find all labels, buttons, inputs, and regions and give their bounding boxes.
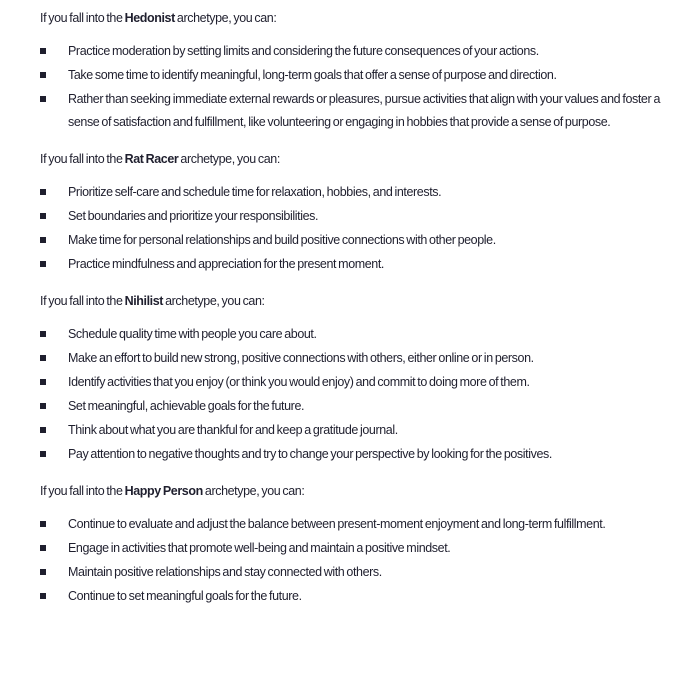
heading-suffix: archetype, you can: (174, 11, 277, 25)
bullet-square-icon (40, 593, 46, 599)
section-heading (40, 9, 660, 28)
heading-suffix: archetype, you can: (178, 152, 280, 166)
bullet-marker (40, 323, 68, 337)
list-item (40, 585, 660, 608)
bullet-marker (40, 371, 68, 385)
bullet-square-icon (40, 521, 46, 527)
list-item-text: Continue to set meaningful goals for the future. (68, 589, 302, 603)
bullet-marker (40, 561, 68, 575)
list-item (40, 205, 660, 228)
bullet-marker (40, 585, 68, 599)
heading-prefix: If you fall into the (40, 294, 125, 308)
bullet-square-icon (40, 189, 46, 195)
heading-prefix: If you fall into the (40, 152, 125, 166)
list-item-text: Think about what you are thankful for and keep a gratitude journal. (68, 423, 398, 437)
archetype-section-rat-racer (40, 150, 660, 276)
list-item-text: Engage in activities that promote well-being and maintain a positive mindset. (68, 541, 451, 555)
section-heading (40, 292, 660, 311)
list-item (40, 229, 660, 252)
bullet-marker (40, 395, 68, 409)
list-item-text: Continue to evaluate and adjust the balance between present-moment enjoyment and long-term fulfillment. (68, 517, 606, 531)
bullet-marker (40, 88, 68, 102)
list-item (40, 181, 660, 204)
archetype-section-nihilist (40, 292, 660, 466)
bullet-square-icon (40, 569, 46, 575)
bullet-square-icon (40, 96, 46, 102)
list-item-text: Make time for personal relationships and build positive connections with other people. (68, 233, 496, 247)
bullet-square-icon (40, 451, 46, 457)
list-item-text: Maintain positive relationships and stay connected with others. (68, 565, 382, 579)
bullet-marker (40, 513, 68, 527)
list-item (40, 419, 660, 442)
suggestion-list (40, 181, 660, 276)
list-item (40, 513, 660, 536)
bullet-marker (40, 537, 68, 551)
document-page (40, 9, 660, 608)
archetype-section-hedonist (40, 9, 660, 134)
bullet-square-icon (40, 48, 46, 54)
bullet-square-icon (40, 355, 46, 361)
bullet-square-icon (40, 427, 46, 433)
list-item-text: Identify activities that you enjoy (or think you would enjoy) and commit to doing more of them. (68, 375, 530, 389)
list-item-text: Make an effort to build new strong, positive connections with others, either online or in person. (68, 351, 534, 365)
list-item (40, 371, 660, 394)
bullet-marker (40, 253, 68, 267)
list-item-text: Pay attention to negative thoughts and try to change your perspective by looking for the positives. (68, 447, 552, 461)
bullet-square-icon (40, 72, 46, 78)
suggestion-list (40, 40, 660, 134)
bullet-marker (40, 40, 68, 54)
list-item-text: Practice mindfulness and appreciation for the present moment. (68, 257, 385, 271)
heading-prefix: If you fall into the (40, 11, 125, 25)
list-item-text: Schedule quality time with people you care about. (68, 327, 317, 341)
bullet-marker (40, 64, 68, 78)
list-item-text: Take some time to identify meaningful, long-term goals that offer a sense of purpose and direction. (68, 68, 557, 82)
bullet-marker (40, 181, 68, 195)
bullet-marker (40, 229, 68, 243)
list-item-text: Practice moderation by setting limits and considering the future consequences of your actions. (68, 44, 539, 58)
archetype-name: Rat Racer (124, 152, 179, 166)
list-item (40, 88, 660, 134)
heading-suffix: archetype, you can: (202, 484, 305, 498)
bullet-square-icon (40, 331, 46, 337)
list-item (40, 443, 660, 466)
list-item (40, 253, 660, 276)
heading-suffix: archetype, you can: (163, 294, 265, 308)
heading-prefix: If you fall into the (40, 484, 125, 498)
list-item (40, 323, 660, 346)
list-item-text: Set boundaries and prioritize your responsibilities. (68, 209, 319, 223)
list-item-text: Set meaningful, achievable goals for the future. (68, 399, 305, 413)
suggestion-list (40, 323, 660, 466)
bullet-marker (40, 347, 68, 361)
list-item-text: Prioritize self-care and schedule time for relaxation, hobbies, and interests. (68, 185, 442, 199)
list-item (40, 561, 660, 584)
section-heading (40, 150, 660, 169)
list-item (40, 395, 660, 418)
bullet-square-icon (40, 261, 46, 267)
archetype-section-happy-person (40, 482, 660, 608)
bullet-marker (40, 443, 68, 457)
archetype-name: Happy Person (124, 484, 203, 498)
bullet-square-icon (40, 213, 46, 219)
section-heading (40, 482, 660, 501)
list-item-text: Rather than seeking immediate external rewards or pleasures, pursue activities that align with your values and foster a sense of satisfaction and fulfillment, like volunteering or engaging in hobbies that provide a sense of purpose. (68, 92, 660, 129)
bullet-marker (40, 419, 68, 433)
list-item (40, 347, 660, 370)
list-item (40, 40, 660, 63)
archetype-name: Nihilist (124, 294, 164, 308)
bullet-square-icon (40, 379, 46, 385)
bullet-square-icon (40, 545, 46, 551)
list-item (40, 64, 660, 87)
suggestion-list (40, 513, 660, 608)
archetype-name: Hedonist (124, 11, 175, 25)
bullet-square-icon (40, 237, 46, 243)
bullet-square-icon (40, 403, 46, 409)
list-item (40, 537, 660, 560)
bullet-marker (40, 205, 68, 219)
